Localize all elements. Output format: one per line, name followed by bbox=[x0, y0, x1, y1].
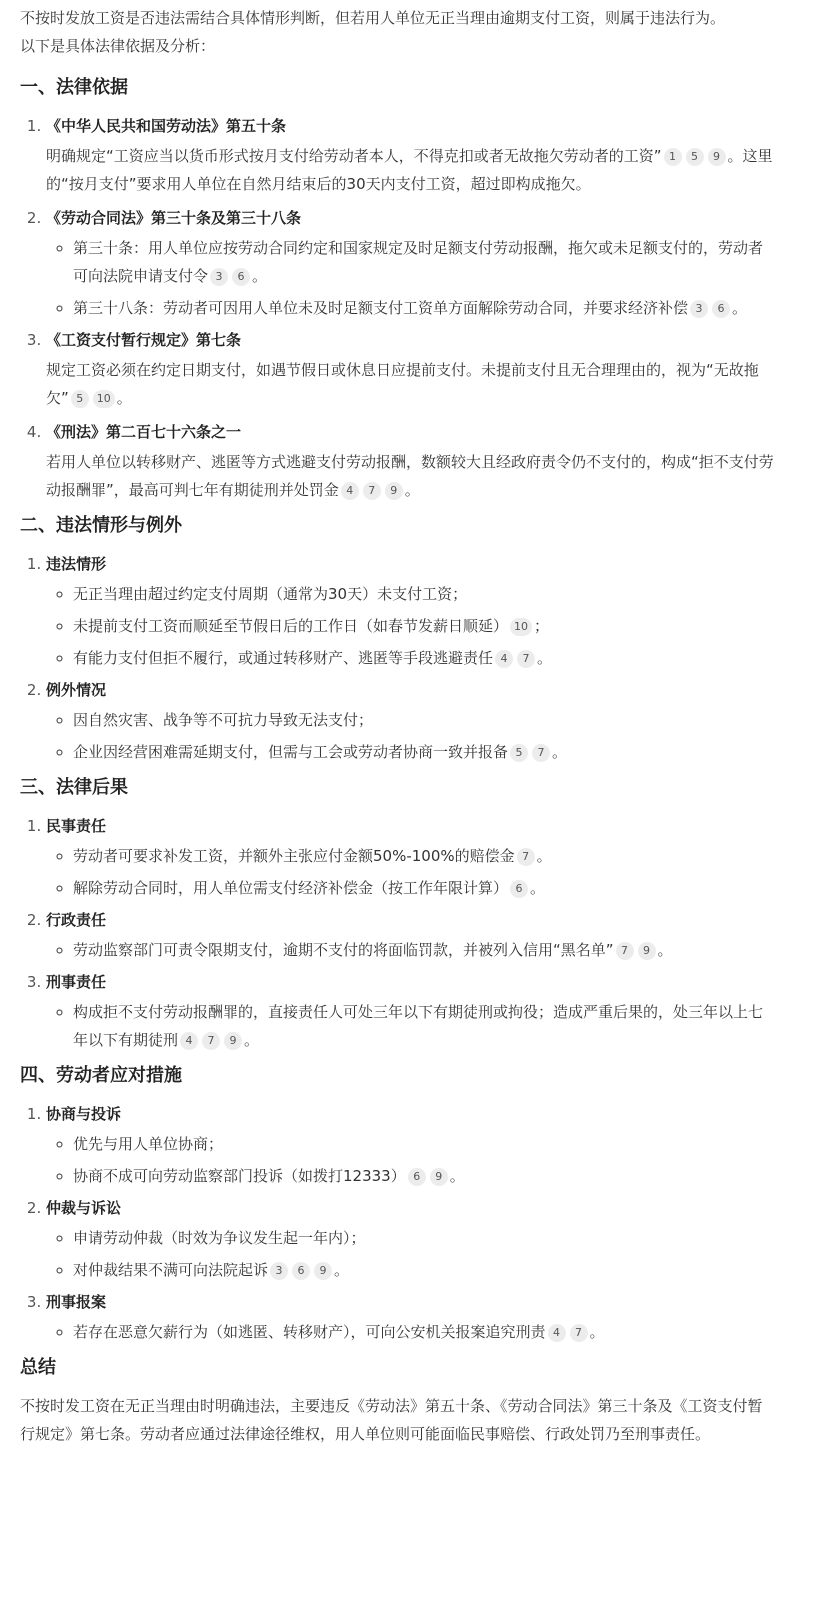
citation-badge[interactable]: 7 bbox=[202, 1032, 220, 1050]
bullet-item bbox=[73, 1256, 776, 1284]
summary-text: 不按时发工资在无正当理由时明确违法，主要违反《劳动法》第五十条、《劳动合同法》第三十条及《工资支付暂行规定》第七条。劳动者应通过法律途径维权，用人单位则可能面临民事赔偿、行政处罚乃至刑事责任。 bbox=[20, 1397, 763, 1443]
text-tail: 。 bbox=[732, 299, 748, 317]
list-item bbox=[46, 550, 776, 672]
citation-badge[interactable]: 4 bbox=[495, 650, 513, 668]
list-item bbox=[46, 326, 776, 412]
item-title: 3. 刑事报案 bbox=[46, 1293, 107, 1311]
text: 申请劳动仲裁（时效为争议发生起一年内）； bbox=[73, 1229, 366, 1247]
item-description bbox=[46, 356, 776, 412]
bullet-item bbox=[73, 1224, 776, 1252]
bullet-item bbox=[73, 1318, 776, 1346]
bullet-item bbox=[73, 936, 776, 964]
text: 解除劳动合同时，用人单位需支付经济补偿金（按工作年限计算） bbox=[73, 879, 509, 897]
citation-badge[interactable]: 6 bbox=[408, 1168, 426, 1186]
bullet-item bbox=[73, 842, 776, 870]
list-item bbox=[46, 676, 776, 766]
bullet-item bbox=[73, 706, 776, 734]
text: 劳动监察部门可责令限期支付，逾期不支付的将面临罚款，并被列入信用“黑名单” bbox=[73, 941, 614, 959]
text: 未提前支付工资而顺延至节假日后的工作日（如春节发薪日顺延） bbox=[73, 617, 509, 635]
text: 明确规定“工资应当以货币形式按月支付给劳动者本人，不得克扣或者无故拖欠劳动者的工资” bbox=[46, 147, 662, 165]
citation-badge[interactable]: 7 bbox=[570, 1324, 588, 1342]
item-title: 2. 例外情况 bbox=[46, 681, 107, 699]
text: 第三十条：用人单位应按劳动合同约定和国家规定及时足额支付劳动报酬，拖欠或未足额支付的，劳动者可向法院申请支付令 bbox=[73, 239, 764, 285]
text: 规定工资必须在约定日期支付，如遇节假日或休息日应提前支付。未提前支付且无合理理由的，视为“无故拖欠” bbox=[46, 361, 759, 407]
text-tail: 。 bbox=[657, 941, 673, 959]
citation-badge[interactable]: 6 bbox=[292, 1262, 310, 1280]
citation-badge[interactable]: 9 bbox=[314, 1262, 332, 1280]
citation-badge[interactable]: 4 bbox=[341, 482, 359, 500]
citation-badge[interactable]: 9 bbox=[638, 942, 656, 960]
citation-badge[interactable]: 9 bbox=[430, 1168, 448, 1186]
bullet-list bbox=[46, 936, 776, 964]
list-item bbox=[46, 418, 776, 504]
intro-line: 不按时发放工资是否违法需结合具体情形判断，但若用人单位无正当理由逾期支付工资，则属于违法行为。 bbox=[20, 9, 726, 27]
text-tail: 。 bbox=[404, 481, 420, 499]
numbered-list bbox=[20, 812, 776, 1054]
list-item bbox=[46, 812, 776, 902]
bullet-list bbox=[46, 998, 776, 1054]
text: 对仲裁结果不满可向法院起诉 bbox=[73, 1261, 269, 1279]
item-title: 3. 《工资支付暂行规定》第七条 bbox=[46, 331, 242, 349]
bullet-list bbox=[46, 1224, 776, 1284]
text: 若用人单位以转移财产、逃匿等方式逃避支付劳动报酬，数额较大且经政府责令仍不支付的，构成“拒不支付劳动报酬罪”，最高可判七年有期徒刑并处罚金 bbox=[46, 453, 774, 499]
section-heading: 四、劳动者应对措施 bbox=[20, 1065, 182, 1086]
item-title: 2. 仲裁与诉讼 bbox=[46, 1199, 122, 1217]
bullet-list bbox=[46, 706, 776, 766]
text: 因自然灾害、战争等不可抗力导致无法支付； bbox=[73, 711, 374, 729]
numbered-list bbox=[20, 550, 776, 766]
bullet-list bbox=[46, 1130, 776, 1190]
text: 构成拒不支付劳动报酬罪的，直接责任人可处三年以下有期徒刑或拘役；造成严重后果的，处三年以上七年以下有期徒刑 bbox=[73, 1003, 764, 1049]
item-title: 4. 《刑法》第二百七十六条之一 bbox=[46, 423, 242, 441]
citation-badge[interactable]: 6 bbox=[712, 300, 730, 318]
citation-badge[interactable]: 9 bbox=[385, 482, 403, 500]
text-tail: 。这里的“按月支付”要求用人单位在自然月结束后的30天内支付工资，超过即构成拖欠。 bbox=[46, 147, 773, 193]
section-heading: 一、法律依据 bbox=[20, 77, 128, 98]
list-item bbox=[46, 112, 776, 198]
text: 劳动者可要求补发工资，并额外主张应付金额50%-100%的赔偿金 bbox=[73, 847, 515, 865]
item-title: 1. 协商与投诉 bbox=[46, 1105, 122, 1123]
citation-badge[interactable]: 7 bbox=[532, 744, 550, 762]
bullet-item bbox=[73, 644, 776, 672]
numbered-list bbox=[20, 112, 776, 504]
text: 企业因经营困难需延期支付，但需与工会或劳动者协商一致并报备 bbox=[73, 743, 509, 761]
bullet-item bbox=[73, 998, 776, 1054]
text-tail: 。 bbox=[449, 1167, 465, 1185]
citation-badge[interactable]: 3 bbox=[690, 300, 708, 318]
intro-line: 以下是具体法律依据及分析： bbox=[20, 37, 216, 55]
item-title: 1. 民事责任 bbox=[46, 817, 107, 835]
text-tail: 。 bbox=[116, 389, 132, 407]
citation-badge[interactable]: 7 bbox=[363, 482, 381, 500]
bullet-item bbox=[73, 738, 776, 766]
bullet-list bbox=[46, 842, 776, 902]
citation-badge[interactable]: 5 bbox=[686, 148, 704, 166]
text-tail: 。 bbox=[552, 743, 568, 761]
text-tail: 。 bbox=[334, 1261, 350, 1279]
citation-badge[interactable]: 5 bbox=[510, 744, 528, 762]
sections bbox=[20, 74, 776, 1346]
text-tail: 。 bbox=[537, 649, 553, 667]
citation-badge[interactable]: 3 bbox=[210, 268, 228, 286]
list-item bbox=[46, 204, 776, 322]
citation-badge[interactable]: 3 bbox=[270, 1262, 288, 1280]
citation-badge[interactable]: 4 bbox=[548, 1324, 566, 1342]
bullet-item bbox=[73, 580, 776, 608]
text: 协商不成可向劳动监察部门投诉（如拨打12333） bbox=[73, 1167, 406, 1185]
citation-badge[interactable]: 6 bbox=[510, 880, 528, 898]
section-heading: 三、法律后果 bbox=[20, 777, 128, 798]
bullet-item bbox=[73, 1162, 776, 1190]
text: 无正当理由超过约定支付周期（通常为30天）未支付工资； bbox=[73, 585, 468, 603]
list-item bbox=[46, 968, 776, 1054]
citation-badge[interactable]: 10 bbox=[510, 618, 532, 636]
item-title: 3. 刑事责任 bbox=[46, 973, 107, 991]
citation-badge[interactable]: 9 bbox=[224, 1032, 242, 1050]
text: 优先与用人单位协商； bbox=[73, 1135, 224, 1153]
bullet-list bbox=[46, 1318, 776, 1346]
item-title: 1. 违法情形 bbox=[46, 555, 107, 573]
citation-badge[interactable]: 7 bbox=[616, 942, 634, 960]
item-description bbox=[46, 448, 776, 504]
item-title: 1. 《中华人民共和国劳动法》第五十条 bbox=[46, 117, 287, 135]
text-tail: ； bbox=[534, 617, 550, 635]
numbered-list bbox=[20, 1100, 776, 1346]
summary-heading: 总结 bbox=[20, 1357, 56, 1378]
text: 若存在恶意欠薪行为（如逃匿、转移财产），可向公安机关报案追究刑责 bbox=[73, 1323, 546, 1341]
citation-badge[interactable]: 7 bbox=[517, 848, 535, 866]
text-tail: 。 bbox=[536, 847, 552, 865]
bullet-item bbox=[73, 294, 776, 322]
bullet-item bbox=[73, 612, 776, 640]
citation-badge[interactable]: 4 bbox=[180, 1032, 198, 1050]
bullet-item bbox=[73, 234, 776, 290]
item-title: 2. 行政责任 bbox=[46, 911, 107, 929]
citation-badge[interactable]: 1 bbox=[664, 148, 682, 166]
text-tail: 。 bbox=[244, 1031, 260, 1049]
intro-paragraph bbox=[20, 4, 776, 60]
text: 有能力支付但拒不履行，或通过转移财产、逃匿等手段逃避责任 bbox=[73, 649, 494, 667]
bullet-list bbox=[46, 234, 776, 322]
section-heading: 二、违法情形与例外 bbox=[20, 515, 182, 536]
text-tail: 。 bbox=[252, 267, 268, 285]
bullet-list bbox=[46, 580, 776, 672]
list-item bbox=[46, 1194, 776, 1284]
text: 第三十八条：劳动者可因用人单位未及时足额支付工资单方面解除劳动合同，并要求经济补偿 bbox=[73, 299, 689, 317]
citation-badge[interactable]: 9 bbox=[708, 148, 726, 166]
list-item bbox=[46, 906, 776, 964]
list-item bbox=[46, 1288, 776, 1346]
bullet-item bbox=[73, 1130, 776, 1158]
item-description bbox=[46, 142, 776, 198]
citation-badge[interactable]: 10 bbox=[93, 390, 115, 408]
citation-badge[interactable]: 5 bbox=[71, 390, 89, 408]
item-title: 2. 《劳动合同法》第三十条及第三十八条 bbox=[46, 209, 302, 227]
bullet-item bbox=[73, 874, 776, 902]
citation-badge[interactable]: 6 bbox=[232, 268, 250, 286]
list-item bbox=[46, 1100, 776, 1190]
text-tail: 。 bbox=[530, 879, 546, 897]
text-tail: 。 bbox=[589, 1323, 605, 1341]
citation-badge[interactable]: 7 bbox=[517, 650, 535, 668]
